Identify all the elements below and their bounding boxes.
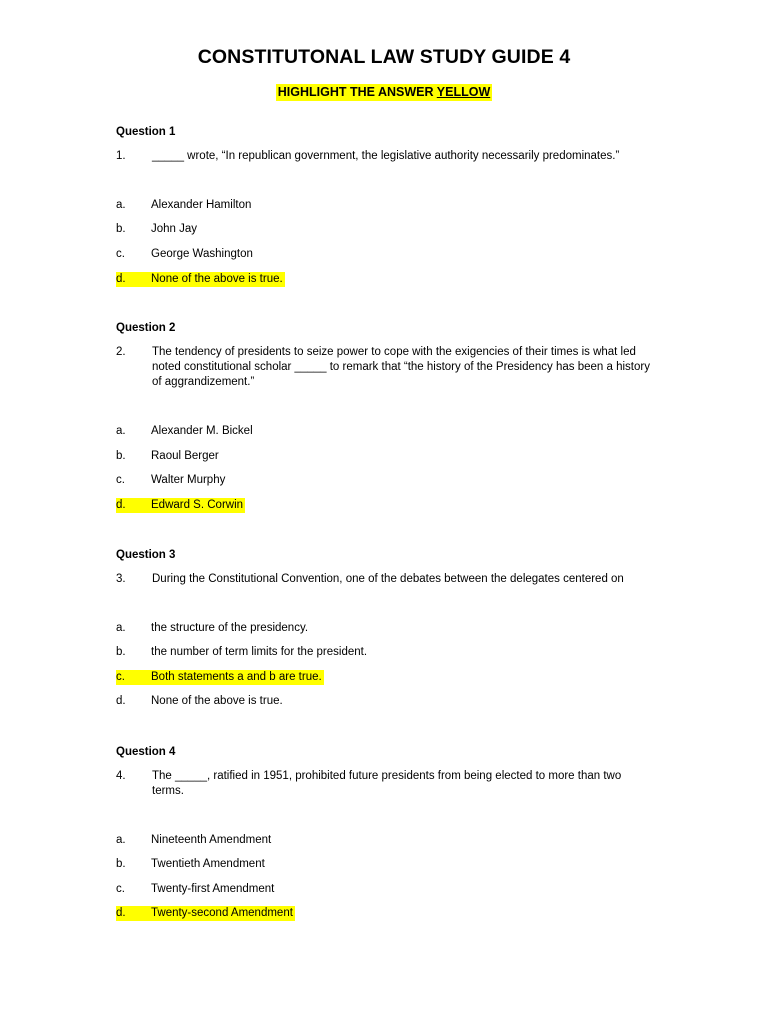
option-text: Raoul Berger <box>151 450 219 462</box>
answer-option <box>116 621 308 636</box>
answer-option <box>116 424 253 439</box>
option-letter: b. <box>116 858 126 870</box>
answer-option <box>116 906 295 921</box>
question-text <box>116 345 656 390</box>
question-body: During the Constitutional Convention, one of the debates between the delegates centered on <box>152 573 624 585</box>
option-letter: b. <box>116 646 126 658</box>
option-text: the number of term limits for the president. <box>151 646 368 658</box>
question-heading: Question 1 <box>116 126 176 138</box>
question-1 <box>116 124 656 285</box>
option-text: Edward S. Corwin <box>151 499 244 511</box>
option-text: Walter Murphy <box>151 474 226 486</box>
question-heading: Question 3 <box>116 549 176 561</box>
answer-option <box>116 247 253 262</box>
answer-option <box>116 198 251 213</box>
question-number: 3. <box>116 573 126 585</box>
question-number: 4. <box>116 770 126 782</box>
option-letter: b. <box>116 223 126 235</box>
option-text: Alexander Hamilton <box>151 199 252 211</box>
option-text: None of the above is true. <box>151 273 283 285</box>
answer-option <box>116 694 283 709</box>
option-letter: c. <box>116 671 125 683</box>
answer-option <box>116 645 367 660</box>
question-body: The _____, ratified in 1951, prohibited future presidents from being elected to more than two terms. <box>152 770 622 797</box>
instruction-emphasis: YELLOW <box>436 85 491 99</box>
option-text: Twentieth Amendment <box>151 858 265 870</box>
answer-option <box>116 882 274 897</box>
instruction-line <box>0 85 768 99</box>
option-letter: d. <box>116 499 126 511</box>
option-text: Both statements a and b are true. <box>151 671 322 683</box>
page-title: CONSTITUTONAL LAW STUDY GUIDE 4 <box>197 46 571 68</box>
answer-option <box>116 222 197 237</box>
option-text: the structure of the presidency. <box>151 622 309 634</box>
instruction-prefix: HIGHLIGHT THE ANSWER <box>277 85 437 99</box>
option-text: John Jay <box>151 223 198 235</box>
question-4 <box>116 744 656 919</box>
option-letter: a. <box>116 622 126 634</box>
question-text <box>116 572 656 587</box>
question-heading: Question 2 <box>116 322 176 334</box>
question-text <box>116 769 656 799</box>
answer-option <box>116 498 245 513</box>
option-letter: d. <box>116 907 126 919</box>
option-letter: d. <box>116 273 126 285</box>
option-text: George Washington <box>151 248 253 260</box>
answer-option <box>116 857 265 872</box>
question-3 <box>116 547 656 707</box>
option-letter: b. <box>116 450 126 462</box>
question-heading: Question 4 <box>116 746 176 758</box>
instruction-highlight <box>276 84 493 101</box>
answer-option <box>116 473 225 488</box>
question-number: 2. <box>116 346 126 358</box>
answer-option <box>116 449 219 464</box>
option-letter: c. <box>116 883 125 895</box>
question-2 <box>116 320 656 511</box>
option-letter: c. <box>116 248 125 260</box>
option-text: Nineteenth Amendment <box>151 834 272 846</box>
option-text: Twenty-second Amendment <box>151 907 293 919</box>
option-letter: c. <box>116 474 125 486</box>
option-letter: a. <box>116 425 126 437</box>
option-text: Twenty-first Amendment <box>151 883 275 895</box>
question-body: The tendency of presidents to seize power to cope with the exigencies of their times is what led noted constitutional scholar _____ to remark that “the history of the Presidency has been a history of aggrandizement.” <box>152 346 650 388</box>
option-letter: a. <box>116 834 126 846</box>
option-letter: a. <box>116 199 126 211</box>
question-body: _____ wrote, “In republican government, the legislative authority necessarily predominates.” <box>152 150 620 162</box>
option-letter: d. <box>116 695 126 707</box>
question-number: 1. <box>116 150 126 162</box>
answer-option <box>116 272 285 287</box>
question-text <box>116 149 656 164</box>
option-text: None of the above is true. <box>151 695 283 707</box>
option-text: Alexander M. Bickel <box>151 425 253 437</box>
answer-option <box>116 670 324 685</box>
answer-option <box>116 833 271 848</box>
